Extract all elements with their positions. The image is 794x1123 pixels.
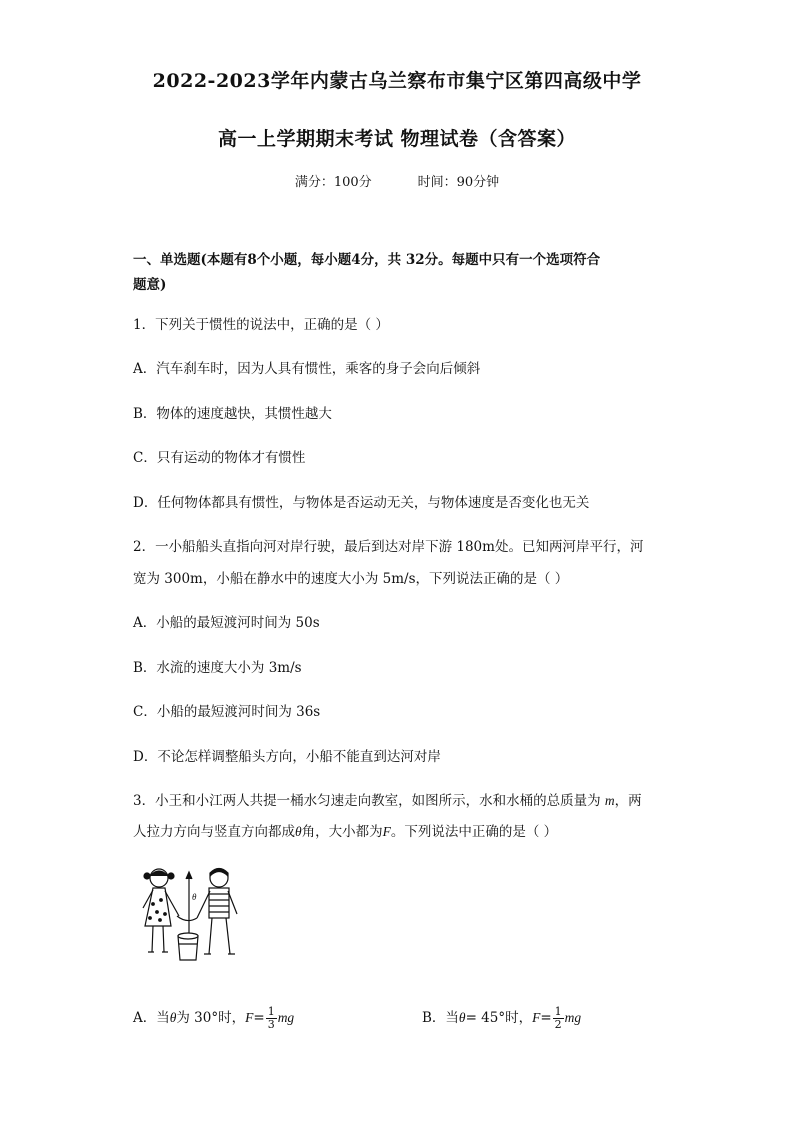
q2-option-c: C．小船的最短渡河时间为 36s: [133, 704, 321, 720]
q1-option-c: C．只有运动的物体才有惯性: [133, 450, 306, 466]
exam-title-line1: 2022-2023学年内蒙古乌兰察布市集宁区第四高级中学: [152, 70, 642, 92]
q1-stem: 1．下列关于惯性的说法中，正确的是（ ）: [133, 317, 389, 333]
q2-stem-line2: 宽为 300m，小船在静水中的速度大小为 5m/s，下列说法正确的是（ ）: [133, 571, 569, 587]
force-symbol: F: [382, 824, 391, 839]
q2-option-d: D．不论怎样调整船头方向，小船不能直到达河对岸: [133, 749, 441, 765]
q2-option-b: B．水流的速度大小为 3m/s: [133, 660, 302, 676]
mass-symbol: m: [604, 793, 615, 808]
exam-meta: [0, 171, 794, 190]
two-children-carrying-bucket-figure: [133, 864, 263, 964]
boy-figure-icon: [197, 869, 237, 955]
q3-option-a: A．当θ为 30°时，F= $\frac{1}{3}$ mg: [133, 1005, 295, 1032]
q3-option-b: B．当θ= 45°时，F= $\frac{1}{2}$ mg: [422, 1005, 582, 1032]
section-heading-line1: 一、单选题(本题有8个小题，每小题4分，共 32分。每题中只有一个选项符合: [133, 252, 601, 268]
exam-duration: 时间：90分钟: [417, 175, 500, 190]
q2-stem-line1: 2．一小船船头直指向河对岸行驶，最后到达对岸下游 180m处。已知两河岸平行，河: [133, 539, 644, 555]
q1-option-d: D．任何物体都具有惯性，与物体是否运动无关，与物体速度是否变化也无关: [133, 495, 590, 511]
girl-figure-icon: [143, 869, 179, 952]
q1-option-a: A．汽车刹车时，因为人具有惯性，乘客的身子会向后倾斜: [133, 361, 481, 377]
full-score: 满分：100分: [294, 175, 372, 190]
q3-stem-line1: 3．小王和小江两人共提一桶水匀速走向教室，如图所示，水和水桶的总质量为 m，两: [133, 793, 642, 809]
vertical-arrow-icon: [186, 872, 192, 942]
bucket-icon: [177, 916, 198, 960]
q2-option-a: A．小船的最短渡河时间为 50s: [133, 615, 320, 631]
fraction-one-half: $\frac{1}{2}$: [554, 1005, 562, 1032]
section-heading-line2: 题意): [133, 277, 167, 293]
theta-symbol: θ: [295, 824, 302, 839]
q1-option-b: B．物体的速度越快，其惯性越大: [133, 406, 332, 422]
svg-text:θ: θ: [192, 892, 197, 902]
q3-stem-line2: 人拉力方向与竖直方向都成θ角，大小都为F。下列说法中正确的是（ ）: [133, 824, 558, 840]
fraction-one-third: $\frac{1}{3}$: [267, 1005, 275, 1032]
exam-title-line2: 高一上学期期末考试 物理试卷（含答案）: [217, 128, 577, 150]
